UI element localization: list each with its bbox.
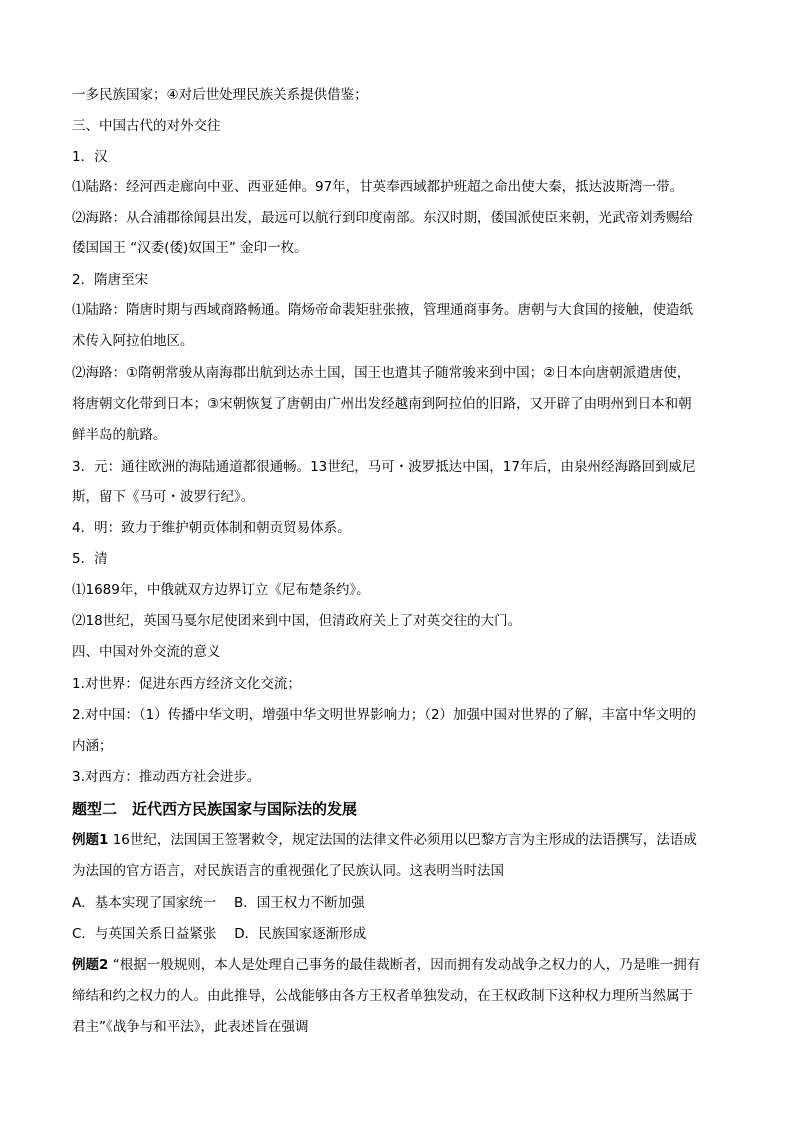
text-line: ⑴陆路：经河西走廊向中亚、西亚延伸。97年，甘英奉西域都护班超之命出使大秦，抵达波斯湾一带。 <box>72 179 684 195</box>
example-1-stem <box>72 830 732 850</box>
text-line: 4．明：致力于维护朝贡体制和朝贡贸易体系。 <box>72 520 351 536</box>
example-label: 例题1 <box>72 832 109 848</box>
options-cd: C．与英国关系日益紧张 D．民族国家逐渐形成 <box>72 926 367 942</box>
text-line: 缔结和约之权力的人。由此推导，公战能够由各方王权者单独发动，在王权政制下这种权力理所当然属于 <box>72 988 693 1004</box>
text-line: 1.对世界：促进东西方经济文化交流； <box>72 676 301 692</box>
section-heading-3: 三、中国古代的对外交往 <box>72 118 221 134</box>
subheading-han: 1．汉 <box>72 149 108 165</box>
text-line: 斯，留下《马可・波罗行纪》。 <box>72 489 255 505</box>
text-line: 术传入阿拉伯地区。 <box>72 333 194 349</box>
text-line: ⑵18世纪，英国马戛尔尼使团来到中国，但清政府关上了对英交往的大门。 <box>72 613 522 629</box>
example-2-stem <box>72 955 732 975</box>
text-line: 3.对西方：推动西方社会进步。 <box>72 769 261 785</box>
text-line: 为法国的官方语言，对民族语言的重视强化了民族认同。这表明当时法国 <box>72 863 504 879</box>
subheading-sui-tang-song: 2．隋唐至宋 <box>72 272 149 288</box>
text-line: ⑵海路：①隋朝常骏从南海郡出航到达赤土国，国王也遣其子随常骏来到中国；②日本向唐朝派遣唐使， <box>72 365 691 381</box>
text-line: 将唐朝文化带到日本；③宋朝恢复了唐朝由广州出发经越南到阿拉伯的旧路，又开辟了由明州到日本和朝 <box>72 396 692 412</box>
text-line: 鲜半岛的航路。 <box>72 427 167 443</box>
section-heading-4: 四、中国对外交流的意义 <box>72 644 221 660</box>
options-ab: A．基本实现了国家统一 B．国王权力不断加强 <box>72 895 365 911</box>
text-line: ⑴陆路：隋唐时期与西域商路畅通。隋炀帝命裴矩驻张掖，管理通商事务。唐朝与大食国的接触，使造纸 <box>72 302 693 318</box>
example-text: 16世纪，法国国王签署敕令，规定法国的法律文件必须用以巴黎方言为主形成的法语撰写，法语成 <box>112 832 697 848</box>
question-type-heading: 题型二 近代西方民族国家与国际法的发展 <box>72 800 358 818</box>
text-line: 内涵； <box>72 738 113 754</box>
text-line: 倭国国王 “汉委(倭)奴国王” 金印一枚。 <box>72 240 308 256</box>
example-text: “根据一般规则，本人是处理自己事务的最佳裁断者，因而拥有发动战争之权力的人，乃是唯一拥有 <box>112 957 701 973</box>
text-line: 2.对中国：（1）传播中华文明，增强中华文明世界影响力；（2）加强中国对世界的了解，丰富中华文明的 <box>72 707 697 723</box>
example-label: 例题2 <box>72 957 109 973</box>
text-line: 3．元：通往欧洲的海陆通道都很通畅。13世纪，马可・波罗抵达中国，17年后，由泉州经海路回到威尼 <box>72 459 696 475</box>
text-line: ⑴1689年，中俄就双方边界订立《尼布楚条约》。 <box>72 582 370 598</box>
text-line: 君主”《战争与和平法》，此表述旨在强调 <box>72 1019 309 1035</box>
text-line: ⑵海路：从合浦郡徐闻县出发，最远可以航行到印度南部。东汉时期，倭国派使臣来朝，光武帝刘秀赐给 <box>72 210 693 226</box>
subheading-qing: 5．清 <box>72 551 108 567</box>
text-line: 一多民族国家；④对后世处理民族关系提供借鉴； <box>72 87 368 103</box>
